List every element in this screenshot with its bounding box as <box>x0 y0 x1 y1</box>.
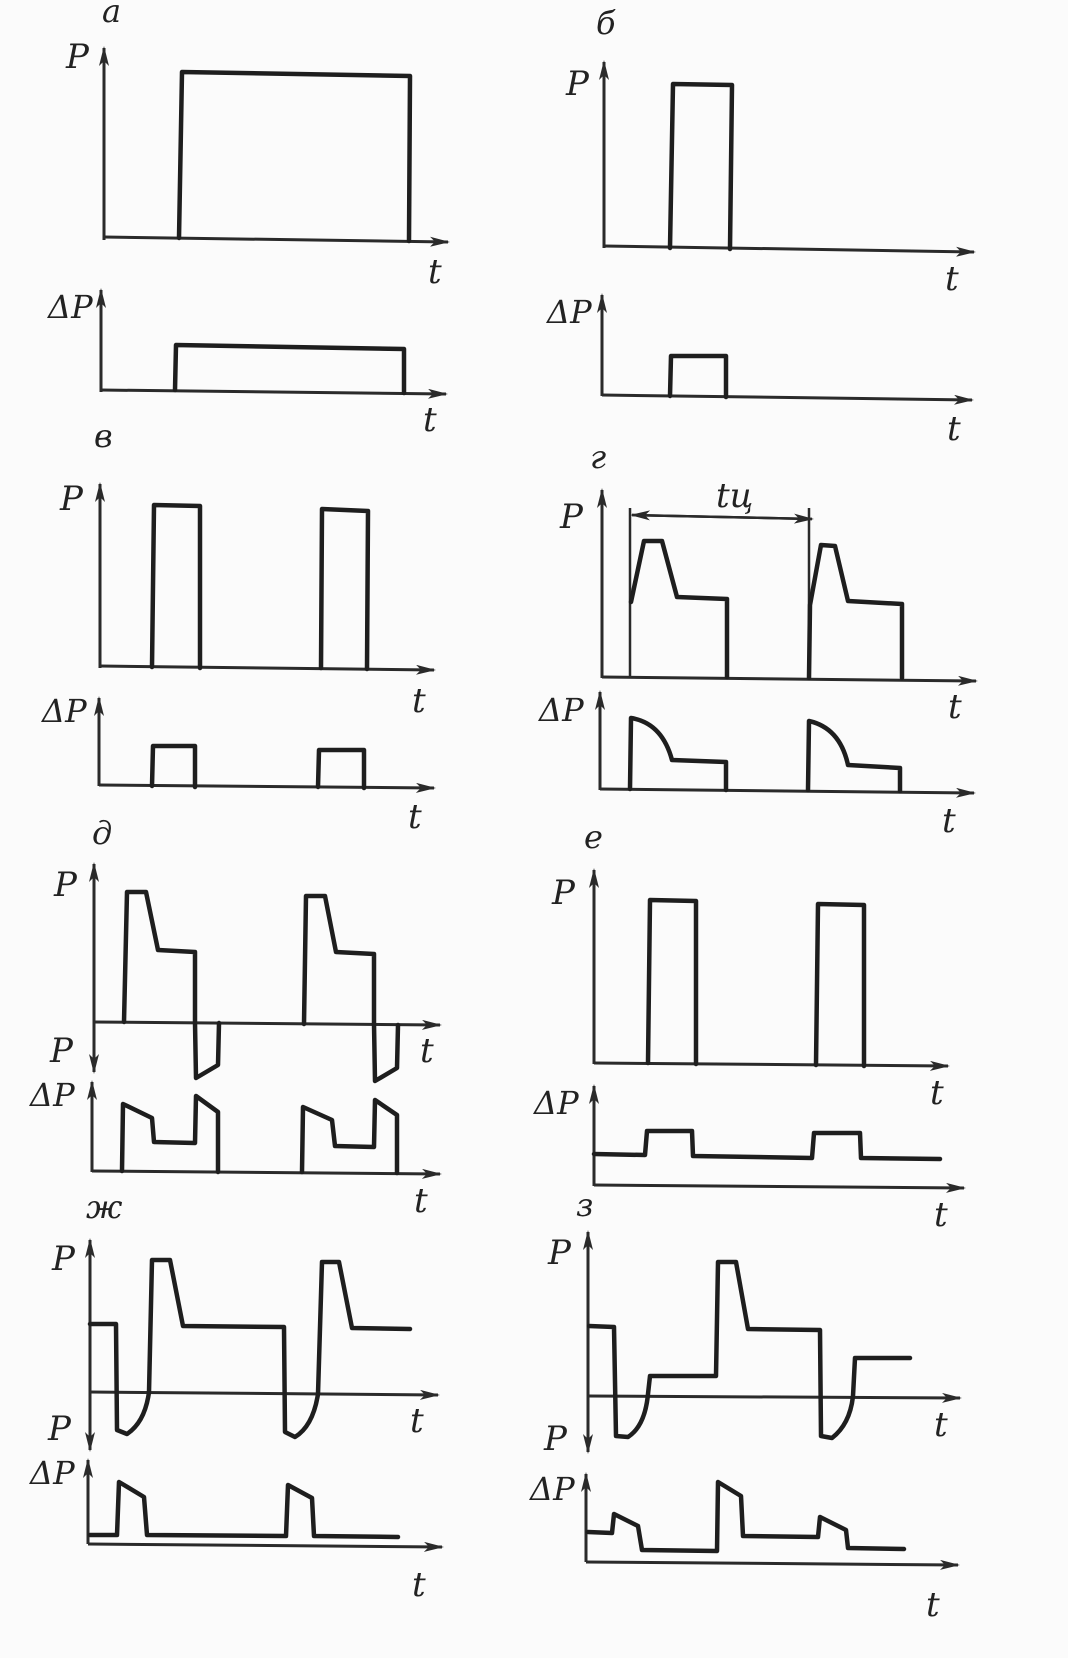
panel-v <box>40 417 434 837</box>
loss-curve <box>630 718 726 790</box>
t-axis-label: t <box>947 409 961 449</box>
dp-axis-label: ΔP <box>48 288 93 326</box>
panel-letter-z: з <box>576 1186 594 1224</box>
time-axis <box>604 246 974 252</box>
panel-b <box>545 4 974 449</box>
t-axis-label: t <box>420 1031 434 1071</box>
time-axis <box>92 1171 440 1174</box>
loss-curve <box>302 1100 397 1173</box>
p-axis-label: P <box>548 1233 571 1273</box>
t-axis-label: t <box>930 1073 944 1113</box>
loss-curve <box>90 1482 398 1537</box>
load-curve <box>321 509 368 669</box>
loss-curve <box>670 356 726 397</box>
t-axis-label: t <box>423 400 437 440</box>
panel-g <box>537 438 976 841</box>
p-axis-label: P <box>60 479 83 519</box>
panel-letter-zh: ж <box>86 1188 123 1226</box>
t-axis-label: t <box>414 1181 428 1221</box>
t-axis-label: t <box>948 687 962 727</box>
panel-zh <box>28 1188 442 1605</box>
t-axis-label: t <box>408 797 422 837</box>
t-axis-label: t <box>945 259 959 299</box>
loss-curve <box>594 1131 940 1159</box>
loss-curve <box>122 1096 218 1172</box>
t-axis-label: t <box>926 1585 940 1625</box>
p-axis-label: P <box>552 873 575 913</box>
load-curve <box>589 1262 910 1438</box>
time-axis <box>101 390 446 394</box>
panel-z <box>528 1186 960 1625</box>
loss-curve <box>808 721 900 791</box>
dp-axis-label: ΔP <box>530 1470 575 1508</box>
t-axis-label: t <box>428 252 442 292</box>
panel-a <box>46 0 448 440</box>
loss-curve <box>175 345 404 393</box>
loss-curve <box>588 1482 904 1551</box>
cycle-time-label: tц <box>716 476 754 516</box>
p-axis-label: P <box>560 497 583 537</box>
time-axis <box>99 785 434 788</box>
time-axis <box>88 1544 442 1547</box>
time-axis <box>90 1392 438 1395</box>
panel-d <box>28 814 440 1221</box>
loss-curve <box>318 750 364 788</box>
time-axis <box>602 677 976 681</box>
time-axis <box>602 395 972 400</box>
panel-letter-b: б <box>596 4 616 42</box>
dp-axis-label: ΔP <box>534 1084 579 1122</box>
time-axis <box>600 789 974 793</box>
p-axis-label: P <box>566 64 589 104</box>
loss-curve <box>152 746 195 787</box>
negative-p-axis-label: P <box>50 1031 73 1071</box>
load-curve <box>179 72 410 241</box>
p-axis-label: P <box>54 865 77 905</box>
load-curve <box>304 896 398 1081</box>
dp-axis-label: ΔP <box>30 1454 75 1492</box>
t-axis-label: t <box>942 801 956 841</box>
load-curve <box>670 84 732 249</box>
t-axis-label: t <box>412 681 426 721</box>
dp-axis-label: ΔP <box>30 1076 75 1114</box>
dp-axis-label: ΔP <box>42 692 87 730</box>
t-axis-label: t <box>934 1195 948 1235</box>
negative-p-axis-label: P <box>544 1419 567 1459</box>
t-axis-label: t <box>934 1405 948 1445</box>
dp-axis-label: ΔP <box>539 691 584 729</box>
load-curve <box>631 541 727 677</box>
p-axis-label: P <box>52 1239 75 1279</box>
panel-letter-a: а <box>102 0 122 30</box>
negative-p-axis-label: P <box>48 1409 71 1449</box>
load-curve <box>152 505 200 668</box>
time-axis <box>104 237 448 242</box>
load-curve <box>648 900 696 1064</box>
p-axis-label: P <box>66 37 89 77</box>
load-curve <box>90 1260 410 1437</box>
load-curve <box>816 904 864 1066</box>
load-curve <box>809 545 902 678</box>
time-axis <box>588 1396 960 1398</box>
panel-e <box>532 818 964 1235</box>
t-axis-label: t <box>410 1401 424 1441</box>
time-axis <box>94 1022 440 1025</box>
time-axis <box>594 1185 964 1188</box>
panel-letter-g: г <box>590 438 607 476</box>
panel-letter-d: д <box>92 814 113 852</box>
load-curve <box>124 892 219 1078</box>
panel-letter-e: е <box>584 818 603 856</box>
dp-axis-label: ΔP <box>547 293 592 331</box>
t-axis-label: t <box>412 1565 426 1605</box>
panel-letter-v: в <box>94 417 113 455</box>
time-axis <box>586 1562 958 1565</box>
